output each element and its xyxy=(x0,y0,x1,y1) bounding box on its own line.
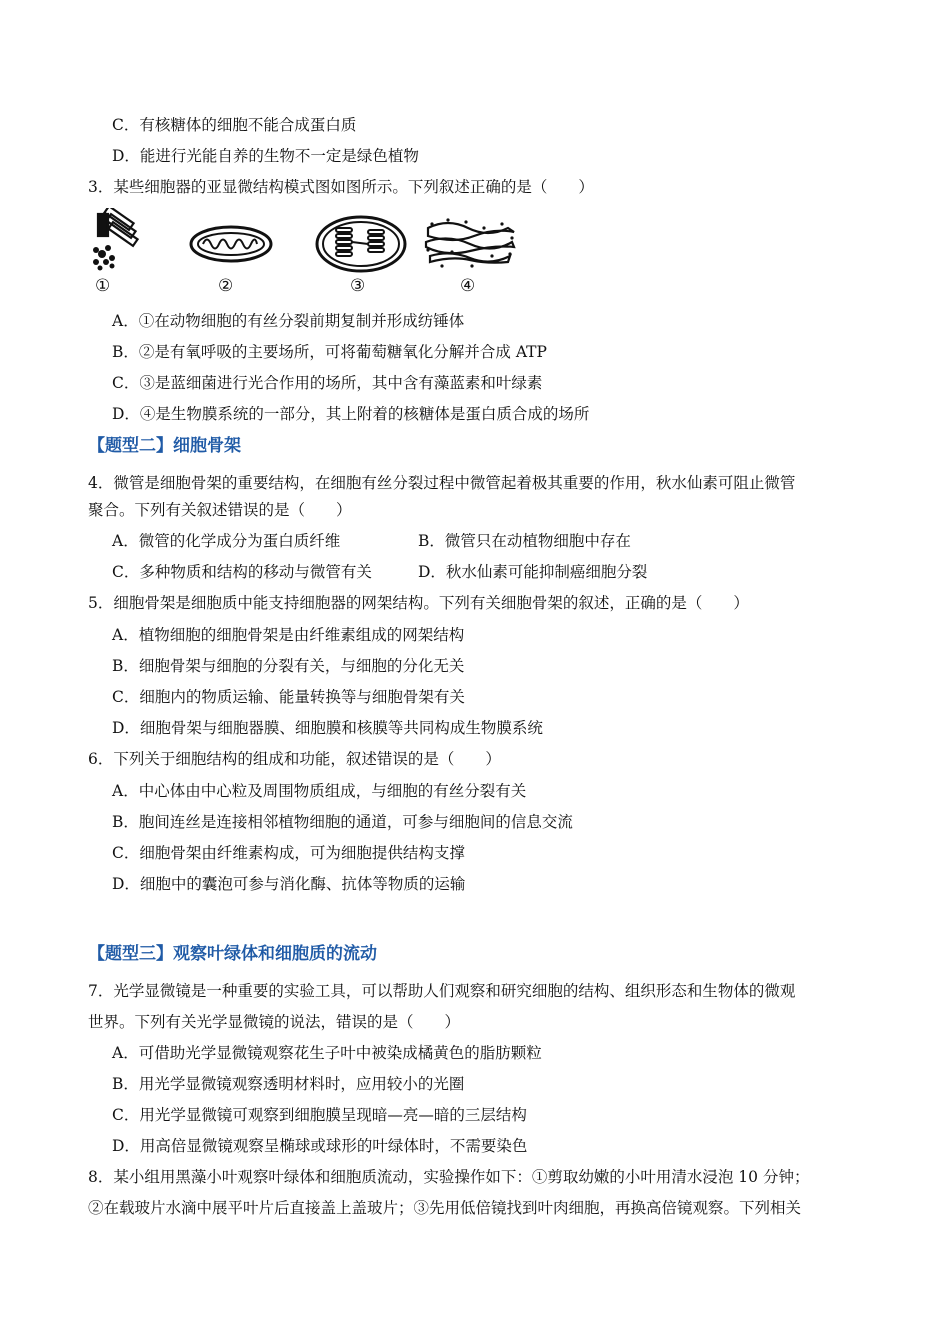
question-8-line1: 8．某小组用黑藻小叶观察叶绿体和细胞质流动，实验操作如下：①剪取幼嫩的小叶用清水浸泡 10 分钟； xyxy=(88,1168,810,1186)
q5-option-a: A．植物细胞的细胞骨架是由纤维素组成的网架结构 xyxy=(112,626,465,644)
centriole-icon xyxy=(88,208,148,274)
q7-option-c: C．用光学显微镜可观察到细胞膜呈现暗—亮—暗的三层结构 xyxy=(112,1106,527,1124)
question-8-line2: ②在载玻片水滴中展平叶片后直接盖上盖玻片；③先用低倍镜找到叶肉细胞，再换高倍镜观察。下列相关 xyxy=(88,1199,802,1217)
q3-option-a: A．①在动物细胞的有丝分裂前期复制并形成纺锤体 xyxy=(112,312,465,330)
question-7-line2: 世界。下列有关光学显微镜的说法，错误的是（ ） xyxy=(88,1013,461,1031)
line-q2d: D．能进行光能自养的生物不一定是绿色植物 xyxy=(112,147,419,165)
figure-label-2: ② xyxy=(218,276,234,296)
q3-option-c: C．③是蓝细菌进行光合作用的场所，其中含有藻蓝素和叶绿素 xyxy=(112,374,543,392)
q4-option-a: A．微管的化学成分为蛋白质纤维 xyxy=(112,532,341,550)
q6-option-d: D．细胞中的囊泡可参与消化酶、抗体等物质的运输 xyxy=(112,875,466,893)
question-4-line1: 4．微管是细胞骨架的重要结构，在细胞有丝分裂过程中微管起着极其重要的作用，秋水仙素可阻止微管 xyxy=(88,474,796,492)
q7-option-a: A．可借助光学显微镜观察花生子叶中被染成橘黄色的脂肪颗粒 xyxy=(112,1044,542,1062)
q5-option-b: B．细胞骨架与细胞的分裂有关，与细胞的分化无关 xyxy=(112,657,465,675)
figure-label-1: ① xyxy=(95,276,111,296)
q3-option-d: D．④是生物膜系统的一部分，其上附着的核糖体是蛋白质合成的场所 xyxy=(112,405,590,423)
q6-option-c: C．细胞骨架由纤维素构成，可为细胞提供结构支撑 xyxy=(112,844,465,862)
chloroplast-icon xyxy=(314,214,408,274)
question-5: 5．细胞骨架是细胞质中能支持细胞器的网架结构。下列有关细胞骨架的叙述，正确的是（ ） xyxy=(88,594,749,612)
question-7-line1: 7．光学显微镜是一种重要的实验工具，可以帮助人们观察和研究细胞的结构、组织形态和生物体的微观 xyxy=(88,982,796,1000)
mitochondrion-icon xyxy=(188,224,274,264)
q7-option-d: D．用高倍显微镜观察呈椭球或球形的叶绿体时，不需要染色 xyxy=(112,1137,528,1155)
q4-option-b: B．微管只在动植物细胞中存在 xyxy=(418,532,631,550)
q5-option-c: C．细胞内的物质运输、能量转换等与细胞骨架有关 xyxy=(112,688,465,706)
q4-option-c: C．多种物质和结构的移动与微管有关 xyxy=(112,563,372,581)
figure-label-3: ③ xyxy=(350,276,366,296)
question-4-line2: 聚合。下列有关叙述错误的是（ ） xyxy=(88,501,352,519)
question-6: 6．下列关于细胞结构的组成和功能，叙述错误的是（ ） xyxy=(88,750,501,768)
q3-option-b: B．②是有氧呼吸的主要场所，可将葡萄糖氧化分解并合成 ATP xyxy=(112,343,547,361)
line-q2c: C．有核糖体的细胞不能合成蛋白质 xyxy=(112,116,357,134)
section-heading-3: 【题型三】观察叶绿体和细胞质的流动 xyxy=(88,944,377,964)
q4-option-d: D．秋水仙素可能抑制癌细胞分裂 xyxy=(418,563,648,581)
q7-option-b: B．用光学显微镜观察透明材料时，应用较小的光圈 xyxy=(112,1075,465,1093)
q6-option-b: B．胞间连丝是连接相邻植物细胞的通道，可参与细胞间的信息交流 xyxy=(112,813,573,831)
figure-label-4: ④ xyxy=(460,276,476,296)
q6-option-a: A．中心体由中心粒及周围物质组成，与细胞的有丝分裂有关 xyxy=(112,782,527,800)
organelle-figure xyxy=(88,208,528,300)
question-3: 3．某些细胞器的亚显微结构模式图如图所示。下列叙述正确的是（ ） xyxy=(88,178,594,196)
q5-option-d: D．细胞骨架与细胞器膜、细胞膜和核膜等共同构成生物膜系统 xyxy=(112,719,543,737)
section-heading-2: 【题型二】细胞骨架 xyxy=(88,436,241,456)
endoplasmic-reticulum-icon xyxy=(422,216,518,272)
